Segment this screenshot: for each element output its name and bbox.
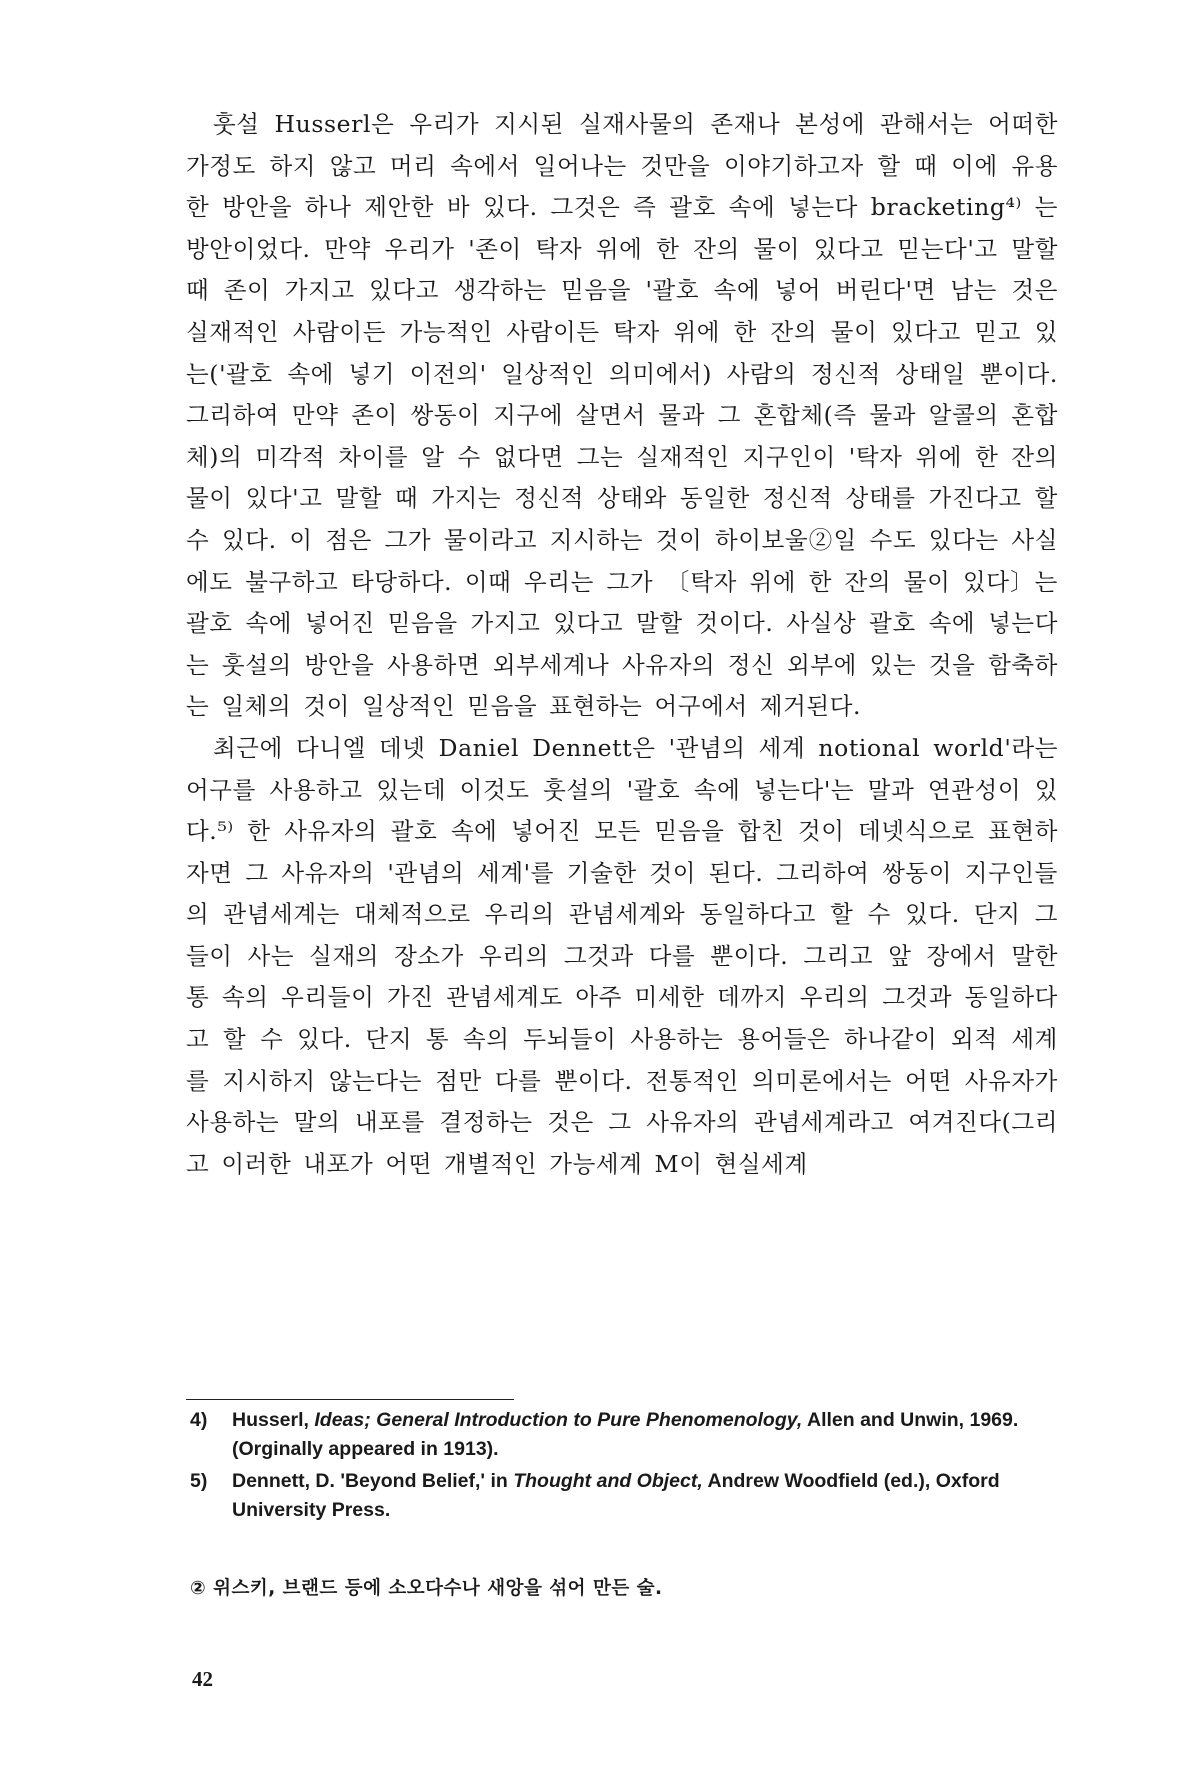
footnote-separator	[186, 1399, 514, 1400]
footnote-title: Thought and Object,	[513, 1470, 703, 1492]
footnote-publication: Allen and Unwin, 1969. (Orginally appeared in 1913).	[232, 1409, 1019, 1460]
footnote-5	[186, 1467, 1058, 1525]
footnote-title: Ideas; General Introduction to Pure Phenomenology,	[314, 1409, 803, 1431]
footnote-number: 5)	[190, 1470, 208, 1492]
paragraph-1: 훗설 Husserl은 우리가 지시된 실재사물의 존재나 본성에 관해서는 어떠한 가정도 하지 않고 머리 속에서 일어나는 것만을 이야기하고자 할 때 이에 유용한 방안을 하나 제안한 바 있다. 그것은 즉 괄호 속에 넣는다 bracketing⁴⁾ 는 방안이었다. 만약 우리가 '존이 탁자 위에 한 잔의 물이 있다고 믿는다'고 말할 때 존이 가지고 있다고 생각하는 믿음을 '괄호 속에 넣어 버린다'면 남는 것은 실재적인 사람이든 가능적인 사람이든 탁자 위에 한 잔의 물이 있다고 믿고 있는('괄호 속에 넣기 이전의' 일상적인 의미에서) 사람의 정신적 상태일 뿐이다. 그리하여 만약 존이 쌍동이 지구에 살면서 물과 그 혼합체(즉 물과 알콜의 혼합체)의 미각적 차이를 알 수 없다면 그는 실재적인 지구인이 '탁자 위에 한 잔의 물이 있다'고 말할 때 가지는 정신적 상태와 동일한 정신적 상태를 가진다고 할 수 있다. 이 점은 그가 물이라고 지시하는 것이 하이보울②일 수도 있다는 사실에도 불구하고 타당하다. 이때 우리는 그가 〔탁자 위에 한 잔의 물이 있다〕는 괄호 속에 넣어진 믿음을 가지고 있다고 말할 것이다. 사실상 괄호 속에 넣는다는 훗설의 방안을 사용하면 외부세계나 사유자의 정신 외부에 있는 것을 함축하는 일체의 것이 일상적인 믿음을 표현하는 어구에서 제거된다.	[186, 110, 1058, 721]
footnote-text	[232, 1406, 1058, 1464]
footnote-text	[232, 1467, 1058, 1525]
page-number: 42	[192, 1667, 213, 1691]
footnotes	[186, 1406, 1058, 1528]
translator-note: ② 위스키, 브랜드 등에 소오다수나 새앙을 섞어 만든 술.	[190, 1578, 663, 1599]
body-text	[186, 104, 1058, 1185]
footnote-4	[186, 1406, 1058, 1464]
footnote-publication: Andrew Woodfield (ed.), Oxford University Press.	[232, 1470, 1000, 1521]
footnote-author: Husserl,	[232, 1409, 315, 1431]
paragraph-2: 최근에 다니엘 데넷 Daniel Dennett은 '관념의 세계 notional world'라는 어구를 사용하고 있는데 이것도 훗설의 '괄호 속에 넣는다'는 말과 연관성이 있다.⁵⁾ 한 사유자의 괄호 속에 넣어진 모든 믿음을 합친 것이 데넷식으로 표현하자면 그 사유자의 '관념의 세계'를 기술한 것이 된다. 그리하여 쌍동이 지구인들의 관념세계는 대체적으로 우리의 관념세계와 동일하다고 할 수 있다. 단지 그들이 사는 실재의 장소가 우리의 그것과 다를 뿐이다. 그리고 앞 장에서 말한 통 속의 우리들이 가진 관념세계도 아주 미세한 데까지 우리의 그것과 동일하다고 할 수 있다. 단지 통 속의 두뇌들이 사용하는 용어들은 하나같이 외적 세계를 지시하지 않는다는 점만 다를 뿐이다. 전통적인 의미론에서는 어떤 사유자가 사용하는 말의 내포를 결정하는 것은 그 사유자의 관념세계라고 여겨진다(그리고 이러한 내포가 어떤 개별적인 가능세계 M이 현실세계	[186, 733, 1058, 1178]
footnote-number: 4)	[190, 1409, 208, 1431]
footnote-author: Dennett, D. 'Beyond Belief,' in	[232, 1470, 514, 1492]
